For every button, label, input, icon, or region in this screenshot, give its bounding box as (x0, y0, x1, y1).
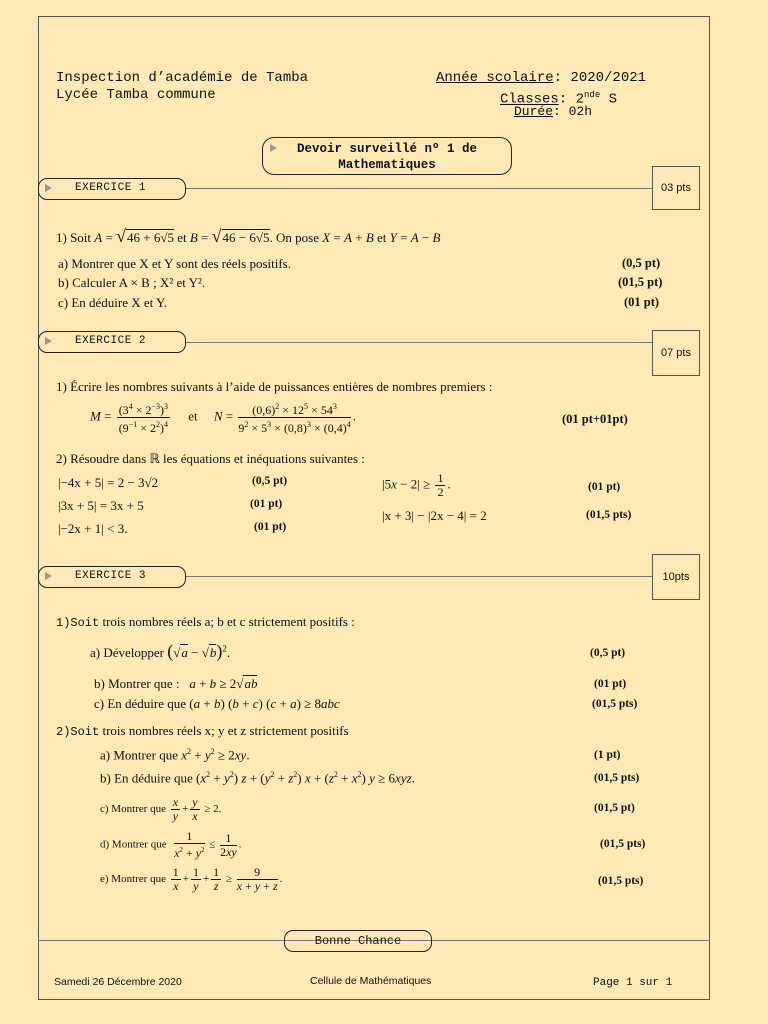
ex2-eq5: |x + 3| − |2x − 4| = 2 (382, 508, 487, 523)
ex2-eq5-points: (01,5 pts) (586, 509, 632, 521)
annee-scolaire: Année scolaire: 2020/2021 (436, 70, 647, 86)
ex3-1b-points: (01 pt) (594, 678, 627, 690)
ex3-2b: b) En déduire que $(x^2 + y^2) z + (y^2 + z^2) x + (z^2 + x^2) y \ge 6xyz$. (100, 770, 415, 786)
exercice-2-label: EXERCICE 2 (75, 335, 147, 347)
ex3-2c-points: (01,5 pt) (594, 802, 635, 814)
ex3-2a-points: (1 pt) (594, 749, 621, 761)
duree: Durée: 02h (514, 104, 593, 119)
ex3-2a: a) Montrer que $x^2 + y^2 \ge 2xy$. (100, 747, 250, 763)
header-left-line2: Lycée Tamba commune (56, 87, 216, 103)
title-line2: Mathematiques (338, 158, 436, 172)
ex2-eq4: |5x − 2| ≥ $\frac{1}{2}$ . (382, 471, 451, 499)
ex3-2e-points: (01,5 pts) (598, 875, 644, 887)
exercice-1-points: 03 pts (652, 166, 700, 210)
ex3-2e: e) Montrer que $\frac{1}{x}$ + $\frac{1}{y}$ + $\frac{1}{z}$ ≥ $\frac{9}{x + y + z}$ . (100, 865, 283, 893)
ex1-b-points: (01,5 pt) (618, 275, 663, 289)
exercice-2-points: 07 pts (652, 330, 700, 376)
divider (186, 342, 652, 343)
ex3-2b-points: (01,5 pts) (594, 772, 640, 784)
bullet-icon (45, 572, 52, 580)
ex2-eq4-points: (01 pt) (588, 481, 621, 493)
bullet-icon (45, 184, 52, 192)
ex2-eq2-points: (01 pt) (250, 498, 283, 510)
ex3-2d: d) Montrer que $\frac{1}{x^2 + y^2}$ ≤ $\frac{1}{2xy}$ . (100, 829, 242, 860)
ex2-eq1-points: (0,5 pt) (252, 475, 288, 487)
title-box (262, 137, 512, 175)
ex3-1a: a) Développer $(√a - √b)^2$. (90, 641, 231, 661)
ex2-question-1: 1) Écrire les nombres suivants à l’aide de puissances entières de nombres premiers : (56, 379, 493, 394)
exercice-3-points: 10pts (652, 554, 700, 600)
ex3-1c-points: (01,5 pts) (592, 698, 638, 710)
ex1-c: c) En déduire X et Y. (58, 295, 168, 310)
classes: Classes: 2nde S (500, 90, 618, 108)
bonne-chance-box: Bonne Chance (284, 930, 432, 952)
ex1-question-1: 1) Soit A = √46 + 6√5 et B = √46 − 6√5. On pose X = A + B et Y = A − B (56, 226, 441, 246)
ex2-expressions: M = $\frac{(3^4 \times 2^{-3})^3}{(9^{-1} \times 2^2)^4}$ et N = $\frac{(0,6)^2 \times 12^5 \times 54^3}{9^2 \times 5^3 \times (0,8)^3 \times (0,4)^4}$ . (90, 402, 356, 435)
ex3-part-2: 2)Soit trois nombres réels x; y et z strictement positifs (56, 723, 349, 739)
ex1-b: b) Calculer A × B ; X² et Y². (58, 275, 206, 290)
ex1-c-points: (01 pt) (624, 295, 660, 309)
footer-date: Samedi 26 Décembre 2020 (54, 976, 182, 988)
ex3-1c: c) En déduire que (a + b) (b + c) (c + a) ≥ 8abc (94, 696, 340, 711)
exercice-3-box (38, 566, 186, 588)
ex3-1b: b) Montrer que : a + b ≥ 2√ab (94, 676, 258, 691)
footer-page: Page 1 sur 1 (593, 977, 673, 989)
ex1-a-points: (0,5 pt) (622, 256, 661, 270)
ex3-2c: c) Montrer que $\frac{x}{y}$ + $\frac{y}{x}$ ≥ 2. (100, 795, 222, 823)
divider (186, 576, 652, 577)
bullet-icon (45, 337, 52, 345)
ex2-q1-points: (01 pt+01pt) (562, 412, 628, 426)
divider (186, 188, 652, 189)
ex3-2d-points: (01,5 pts) (600, 838, 646, 850)
exercice-1-box (38, 178, 186, 200)
exercice-3-label: EXERCICE 3 (75, 570, 147, 582)
ex2-eq2: |3x + 5| = 3x + 5 (58, 498, 144, 513)
exercice-1-label: EXERCICE 1 (75, 182, 147, 194)
ex3-1a-points: (0,5 pt) (590, 647, 626, 659)
ex3-part-1: 1)Soit trois nombres réels a; b et c strictement positifs : (56, 614, 355, 630)
ex2-question-2: 2) Résoudre dans ℝ les équations et inéquations suivantes : (56, 451, 365, 466)
footer-center: Cellule de Mathématiques (310, 975, 432, 987)
header-left-line1: Inspection d’académie de Tamba (56, 70, 309, 86)
ex2-eq3-points: (01 pt) (254, 521, 287, 533)
ex2-eq1: |−4x + 5| = 2 − 3√2 (58, 475, 159, 490)
title-line1: Devoir surveillé nº 1 de (296, 142, 478, 156)
ex2-eq3: |−2x + 1| < 3. (58, 521, 128, 536)
ex1-a: a) Montrer que X et Y sont des réels positifs. (58, 256, 291, 271)
exercice-2-box (38, 331, 186, 353)
